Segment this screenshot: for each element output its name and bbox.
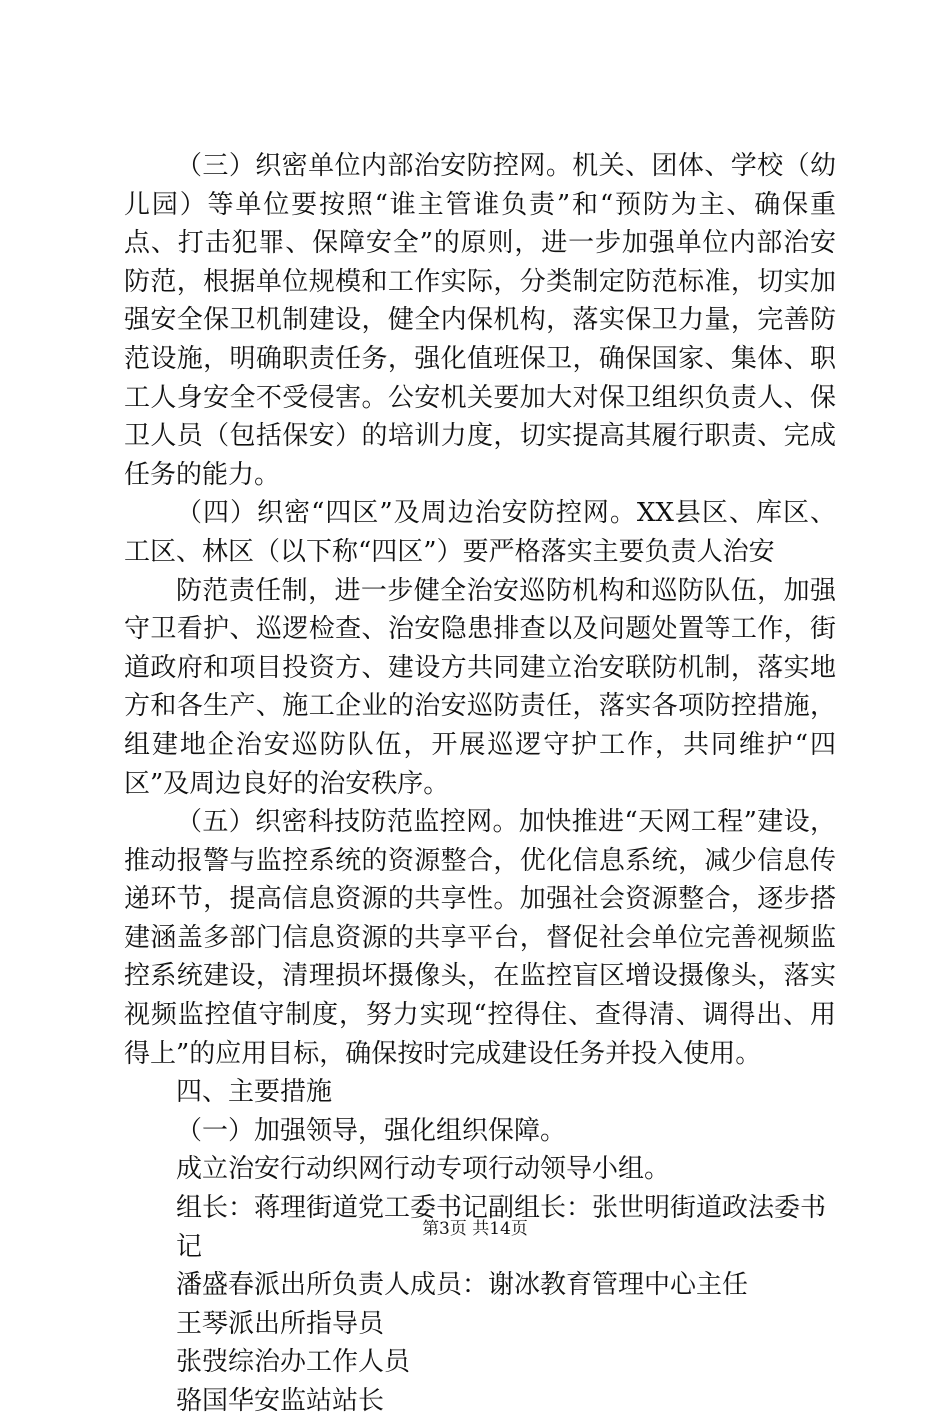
text-group-leader: 组长：蒋理街道党工委书记副组长：张世明街道政法委书记 [176,1193,827,1262]
paragraph-section-five: （五）织密科技防范监控网。加快推进“天网工程”建设，推动报警与监控系统的资源整合，优化信息系统，减少信息传递环节，提高信息资源的共享性。加强社会资源整合，逐步搭建涵盖多部门信息资源的共享平台，督促社会单位完善视频监控系统建设，清理损坏摄像头，在监控盲区增设摄像头，落实视频监控值守制度，努力实现“控得住、查得清、调得出、用得上”的应用目标，确保按时完成建设任务并投入使用。 [124,807,836,1069]
paragraph-section-four-body: 防范责任制，进一步健全治安巡防机构和巡防队伍，加强守卫看护、巡逻检查、治安隐患排查以及问题处置等工作，街道政府和项目投资方、建设方共同建立治安联防机制，落实地方和各生产、施工企业的治安巡防责任，落实各项防控措施，组建地企治安巡防队伍，开展巡逻守护工作，共同维护“四区”及周边良好的治安秩序。 [124,575,836,799]
text-member-pan: 潘盛春派出所负责人成员：谢冰教育管理中心主任 [176,1270,749,1301]
paragraph-section-three: （三）织密单位内部治安防控网。机关、团体、学校（幼儿园）等单位要按照“谁主管谁负责”和“预防为主、确保重点、打击犯罪、保障安全”的原则，进一步加强单位内部治安防范，根据单位规模和工作实际，分类制定防范标准，切实加强安全保卫机制建设，健全内保机构，落实保卫力量，完善防范设施，明确职责任务，强化值班保卫，确保国家、集体、职工人身安全不受侵害。公安机关要加大对保卫组织负责人、保卫人员（包括保安）的培训力度，切实提高其履行职责、完成任务的能力。 [124,151,836,490]
paragraph-section-four-intro: （四）织密“四区”及周边治安防控网。XX县区、库区、工区、林区（以下称“四区”）要严格落实主要负责人治安 [124,498,836,567]
text-member-luo: 骆国华安监站站长 [176,1386,385,1416]
text-member-wang: 王琴派出所指导员 [176,1308,385,1339]
heading-main-measures: 四、主要措施 [176,1077,333,1108]
text-leading-group: 成立治安行动织网行动专项行动领导小组。 [176,1154,671,1185]
text-member-zhang: 张弢综治办工作人员 [176,1347,411,1378]
page-footer: 第3页 共14页 [422,1219,528,1239]
subheading-leadership: （一）加强领导，强化组织保障。 [176,1115,567,1146]
